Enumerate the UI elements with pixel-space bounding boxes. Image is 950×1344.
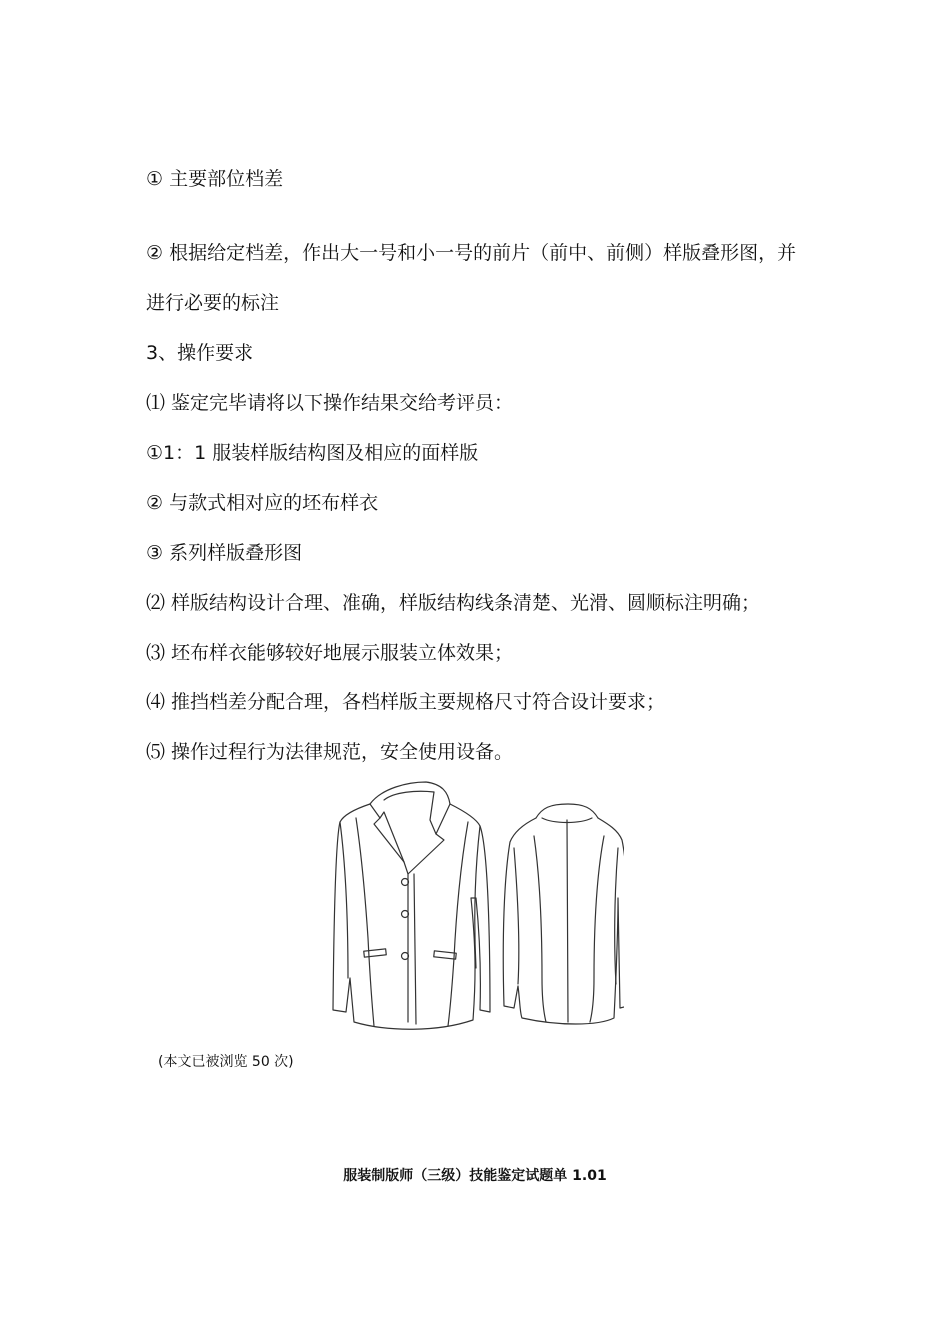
paragraph-12: ⑸ 操作过程行为法律规范，安全使用设备。 [146, 741, 514, 763]
paragraph-2: ② 根据给定档差，作出大一号和小一号的前片（前中、前侧）样版叠形图，并 [146, 242, 797, 264]
paragraph-3: 进行必要的标注 [146, 292, 280, 314]
page-footer: 服装制版师（三级）技能鉴定试题单 1.01 [343, 1168, 607, 1184]
paragraph-6: ①1：1 服装样版结构图及相应的面样版 [146, 442, 479, 464]
section-heading: 3、操作要求 [146, 342, 254, 364]
paragraph-11: ⑷ 推挡档差分配合理，各档样版主要规格尺寸符合设计要求； [146, 691, 666, 713]
paragraph-8: ③ 系列样版叠形图 [146, 542, 303, 564]
paragraph-9: ⑵ 样版结构设计合理、准确，样版结构线条清楚、光滑、圆顺标注明确； [146, 592, 761, 614]
view-count-note: (本文已被浏览 50 次) [158, 1054, 294, 1070]
jacket-illustration [328, 778, 624, 1044]
jacket-back-view [503, 804, 624, 1024]
jacket-front-view [333, 782, 490, 1029]
paragraph-5: ⑴ 鉴定完毕请将以下操作结果交给考评员： [146, 392, 514, 414]
paragraph-1: ① 主要部位档差 [146, 168, 284, 190]
paragraph-10: ⑶ 坯布样衣能够较好地展示服装立体效果； [146, 642, 514, 664]
paragraph-7: ② 与款式相对应的坯布样衣 [146, 492, 379, 514]
